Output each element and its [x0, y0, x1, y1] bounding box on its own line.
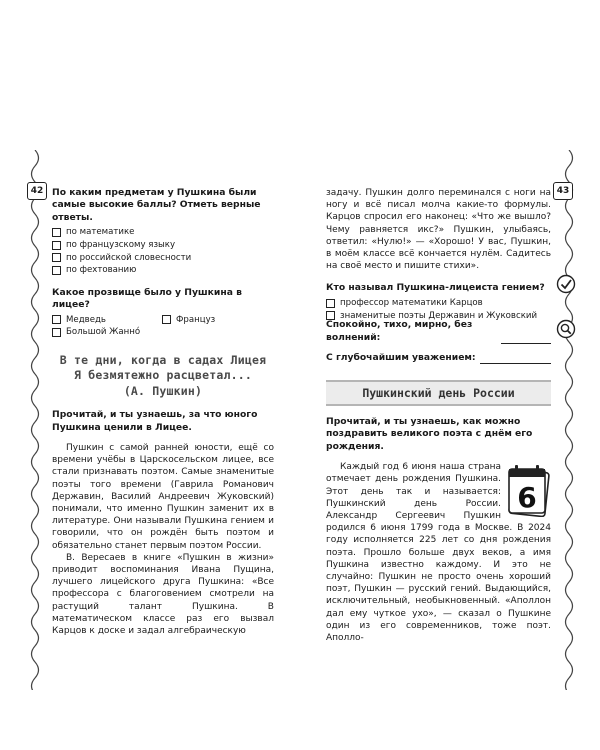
right-page-column: [326, 187, 551, 644]
option-checkbox[interactable]: по математике: [52, 226, 274, 239]
checkbox-icon[interactable]: [52, 266, 61, 275]
calendar-number: 6: [517, 481, 537, 515]
page-number-left: 42: [27, 182, 47, 200]
section-banner: Пушкинский день России: [326, 380, 551, 406]
page-number-right: 43: [553, 182, 573, 200]
option-checkbox[interactable]: по фехтованию: [52, 264, 274, 277]
paragraph: В. Вересаев в книге «Пушкин в жизни» приводит воспоминания Ивана Пущина, лучшего лицейского друга Пушкина: «Все профессора с благоговением смотрели на растущий талант Пушкина. В математическом классе раз его вызвал Карцов к доске и задал алгебраическую: [52, 552, 274, 636]
options-subjects: [52, 226, 274, 276]
left-page-column: [52, 187, 274, 637]
answer-line[interactable]: [480, 354, 551, 364]
option-checkbox[interactable]: по французскому языку: [52, 239, 274, 252]
option-checkbox[interactable]: Француз: [162, 313, 272, 326]
magnifier-icon: [556, 319, 576, 339]
epigraph: В те дни, когда в садах Лицея Я безмятежно расцветал... (А. Пушкин): [59, 352, 267, 398]
checkmark-circle-icon: [556, 274, 576, 294]
question-genius: Кто называл Пушкина-лицеиста гением?: [326, 282, 545, 294]
checkbox-icon[interactable]: [52, 315, 61, 324]
left-wavy-border: [28, 150, 42, 690]
reading-prompt: Прочитай, и ты узнаешь, как можно поздравить великого поэта с днём его рождения.: [326, 416, 533, 452]
checkbox-icon[interactable]: [52, 328, 61, 337]
question-nickname: Какое прозвище было у Пушкина в лицее?: [52, 286, 242, 310]
right-wavy-border: [562, 150, 576, 690]
fill-line-calm: Спокойно, тихо, мирно, без волнений:: [326, 330, 551, 344]
paragraph-continuation: задачу. Пушкин долго переминался с ноги на ногу и всё писал молча какие-то формулы. Карцов спросил его наконец: «Что же вышло? Чему равняется икс?» Пушкин, улыбаясь, ответил: «Нулю!» — «Хорошо! У вас, Пушкин, в моём классе всё кончается нулём. Садитесь на своё место и пишите стихи».: [326, 188, 551, 272]
question-subjects: По каким предметам у Пушкина были самые высокие баллы? Отметь верные ответы.: [52, 187, 261, 223]
checkbox-icon[interactable]: [326, 299, 335, 308]
option-checkbox[interactable]: профессор математики Карцов: [326, 297, 551, 310]
answer-line[interactable]: [501, 334, 551, 344]
options-nickname: [52, 313, 274, 338]
checkbox-icon[interactable]: [52, 228, 61, 237]
option-checkbox[interactable]: Большой Жанно́: [52, 326, 274, 339]
paragraph: Каждый год 6 июня наша страна отмечает день рождения Пушкина. Этот день так и называется: Пушкинский день России. Александр Сергеевич Пушкин родился 6 июня 1799 года в Москве. В 2024 году исполняется 225 лет со дня рождения поэта. Прошло больше двух веков, а имя Пушкина известно каждому. И это не случайно: Пушкин не просто очень хороший поэт, Пушкин — русский гений. Выдающийся, исключительный, необыкновенный. «Аполлон дал ему чуткое ухо», — сказал о Пушкине один из его современников, тоже поэт. Аполло-: [326, 462, 551, 644]
option-checkbox[interactable]: Медведь: [52, 313, 162, 326]
calendar-icon: [507, 463, 551, 517]
paragraph: Пушкин с самой ранней юности, ещё со времени учёбы в Царскосельском лицее, все стали признавать поэтом. Самые знаменитые поэты того времени (Гаврила Романович Державин, Василий Андреевич Жуковский) понимали, что именно Пушкин заменит их в литературе. Они называли Пушкина гением и говорили, что он рождён быть поэтом и обязательно станет первым поэтом России.: [52, 442, 274, 551]
option-checkbox[interactable]: по российской словесности: [52, 251, 274, 264]
checkbox-icon[interactable]: [52, 253, 61, 262]
reading-prompt: Прочитай, и ты узнаешь, за что юного Пушкина ценили в Лицее.: [52, 409, 258, 433]
checkbox-icon[interactable]: [52, 241, 61, 250]
checkbox-icon[interactable]: [162, 315, 171, 324]
option-checkbox[interactable]: знаменитые поэты Державин и Жуковский: [326, 309, 551, 322]
fill-line-respect: С глубочайшим уважением:: [326, 350, 551, 364]
